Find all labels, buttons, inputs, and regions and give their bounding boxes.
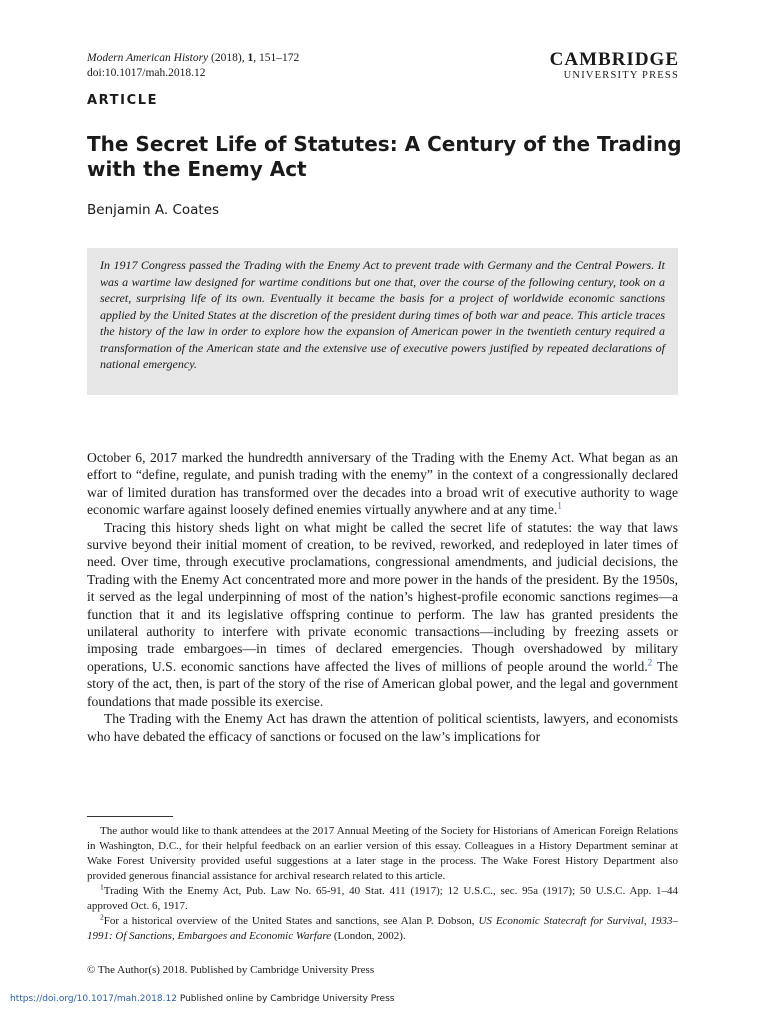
- abstract-box: [87, 248, 678, 395]
- publisher-subtitle: UNIVERSITY PRESS: [563, 70, 679, 81]
- volume-number: 1: [247, 52, 254, 64]
- footnote-1: [87, 884, 678, 914]
- author-name: Benjamin A. Coates: [87, 202, 220, 218]
- footnote-2-text: For a historical overview of the United States and sanctions, see Alan P. Dobson,: [103, 915, 479, 927]
- footnote-2-publication: (London, 2002).: [331, 930, 406, 942]
- article-doi: doi:10.1017/mah.2018.12: [87, 67, 206, 79]
- footnote-divider: [87, 816, 173, 817]
- footnote-2: [87, 914, 678, 944]
- journal-citation: [87, 51, 299, 66]
- journal-name: Modern American History: [87, 52, 209, 64]
- body-paragraph-1: [87, 449, 678, 519]
- footnotes: [87, 824, 678, 944]
- footnote-1-text: Trading With the Enemy Act, Pub. Law No. 65-91, 40 Stat. 411 (1917); 12 U.S.C., sec. 95a (1917); 50 U.S.C. App. 1–44 approved Oct. 6, 1917.: [87, 885, 678, 912]
- footnote-ref-2[interactable]: 2: [647, 657, 653, 668]
- footnote-1-number: 1: [100, 882, 104, 892]
- running-header: [87, 51, 299, 81]
- publisher-name: CAMBRIDGE: [549, 49, 679, 70]
- publisher-logo: [550, 50, 679, 82]
- acknowledgement-note: The author would like to thank attendees at the 2017 Annual Meeting of the Society for Historians of American Foreign Relations in Washington, D.C., for their helpful feedback on an earlier version of this essay. Colleagues in a History Department seminar at Wake Forest University provided useful suggestions at a later stage in the process. The Wake Forest History Department also provided generous financial assistance for archival research related to this article.: [87, 825, 678, 882]
- page-footer: [10, 994, 394, 1004]
- abstract-text: In 1917 Congress passed the Trading with the Enemy Act to prevent trade with Germany and the Central Powers. It was a wartime law designed for wartime conditions but one that, over the course of the following century, took on a secret, surprising life of its own. Eventually it became the basis for a project of worldwide economic sanctions applied by the United States at the discretion of the president during times of both war and peace. This article traces the history of the law in order to explore how the expansion of American power in the twentieth century required a transformation of the American state and the extensive use of executive powers justified by repeated declarations of national emergency.: [100, 258, 665, 371]
- body-paragraph-3: The Trading with the Enemy Act has drawn the attention of political scientists, lawyers, and economists who have debated the efficacy of sanctions or focused on the law’s implications for: [87, 711, 678, 744]
- body-paragraph-1-text: October 6, 2017 marked the hundredth anniversary of the Trading with the Enemy Act. What began as an effort to “define, regulate, and punish trading with the enemy” in the context of a congressionally declared war of limited duration has transformed over the decades into a broad writ of executive authority to wage economic warfare against loosely defined enemies virtually anywhere and at any time.: [87, 450, 678, 518]
- doi-link[interactable]: https://doi.org/10.1017/mah.2018.12: [10, 994, 177, 1004]
- footnote-ref-1[interactable]: 1: [557, 500, 562, 511]
- copyright-notice: © The Author(s) 2018. Published by Cambridge University Press: [87, 964, 375, 976]
- article-type-label: ARTICLE: [87, 93, 159, 108]
- body-paragraph-2-text: Tracing this history sheds light on what might be called the secret life of statutes: the way that laws survive beyond their initial moment of creation, to be revived, reworked, and redeployed in later times of need. Over time, through executive proclamations, congressional amendments, and judicial decisions, the Trading with the Enemy Act concentrated more and more power in the hands of the president. By the 1950s, it served as the legal underpinning of most of the nation’s highest-profile economic sanctions regimes—a function that it and its legislative offspring continue to perform. The law has granted presidents the unilateral authority to interfere with private economic transactions—including by freezing assets or imposing trade embargoes—in times of declared emergencies. Though overshadowed by military operations, U.S. economic sanctions have affected the lives of millions of people around the world.: [87, 519, 678, 674]
- footnote-2-book-title: US Economic Statecraft for Survival, 1933–1991: Of Sanctions, Embargoes and Economic Warfare: [87, 915, 678, 942]
- body-paragraph-2: [87, 519, 678, 710]
- article-body: [87, 449, 678, 745]
- body-paragraph-2-tail: The story of the act, then, is part of the story of the rise of American global power, and the legal and government foundations that made possible its exercise.: [87, 658, 678, 709]
- footnote-2-number: 2: [100, 912, 104, 922]
- article-title: The Secret Life of Statutes: A Century of the Trading with the Enemy Act: [87, 132, 682, 181]
- citation-year: (2018),: [208, 52, 248, 64]
- published-online-text: Published online by Cambridge University Press: [176, 994, 395, 1004]
- page-range: , 151–172: [253, 52, 300, 64]
